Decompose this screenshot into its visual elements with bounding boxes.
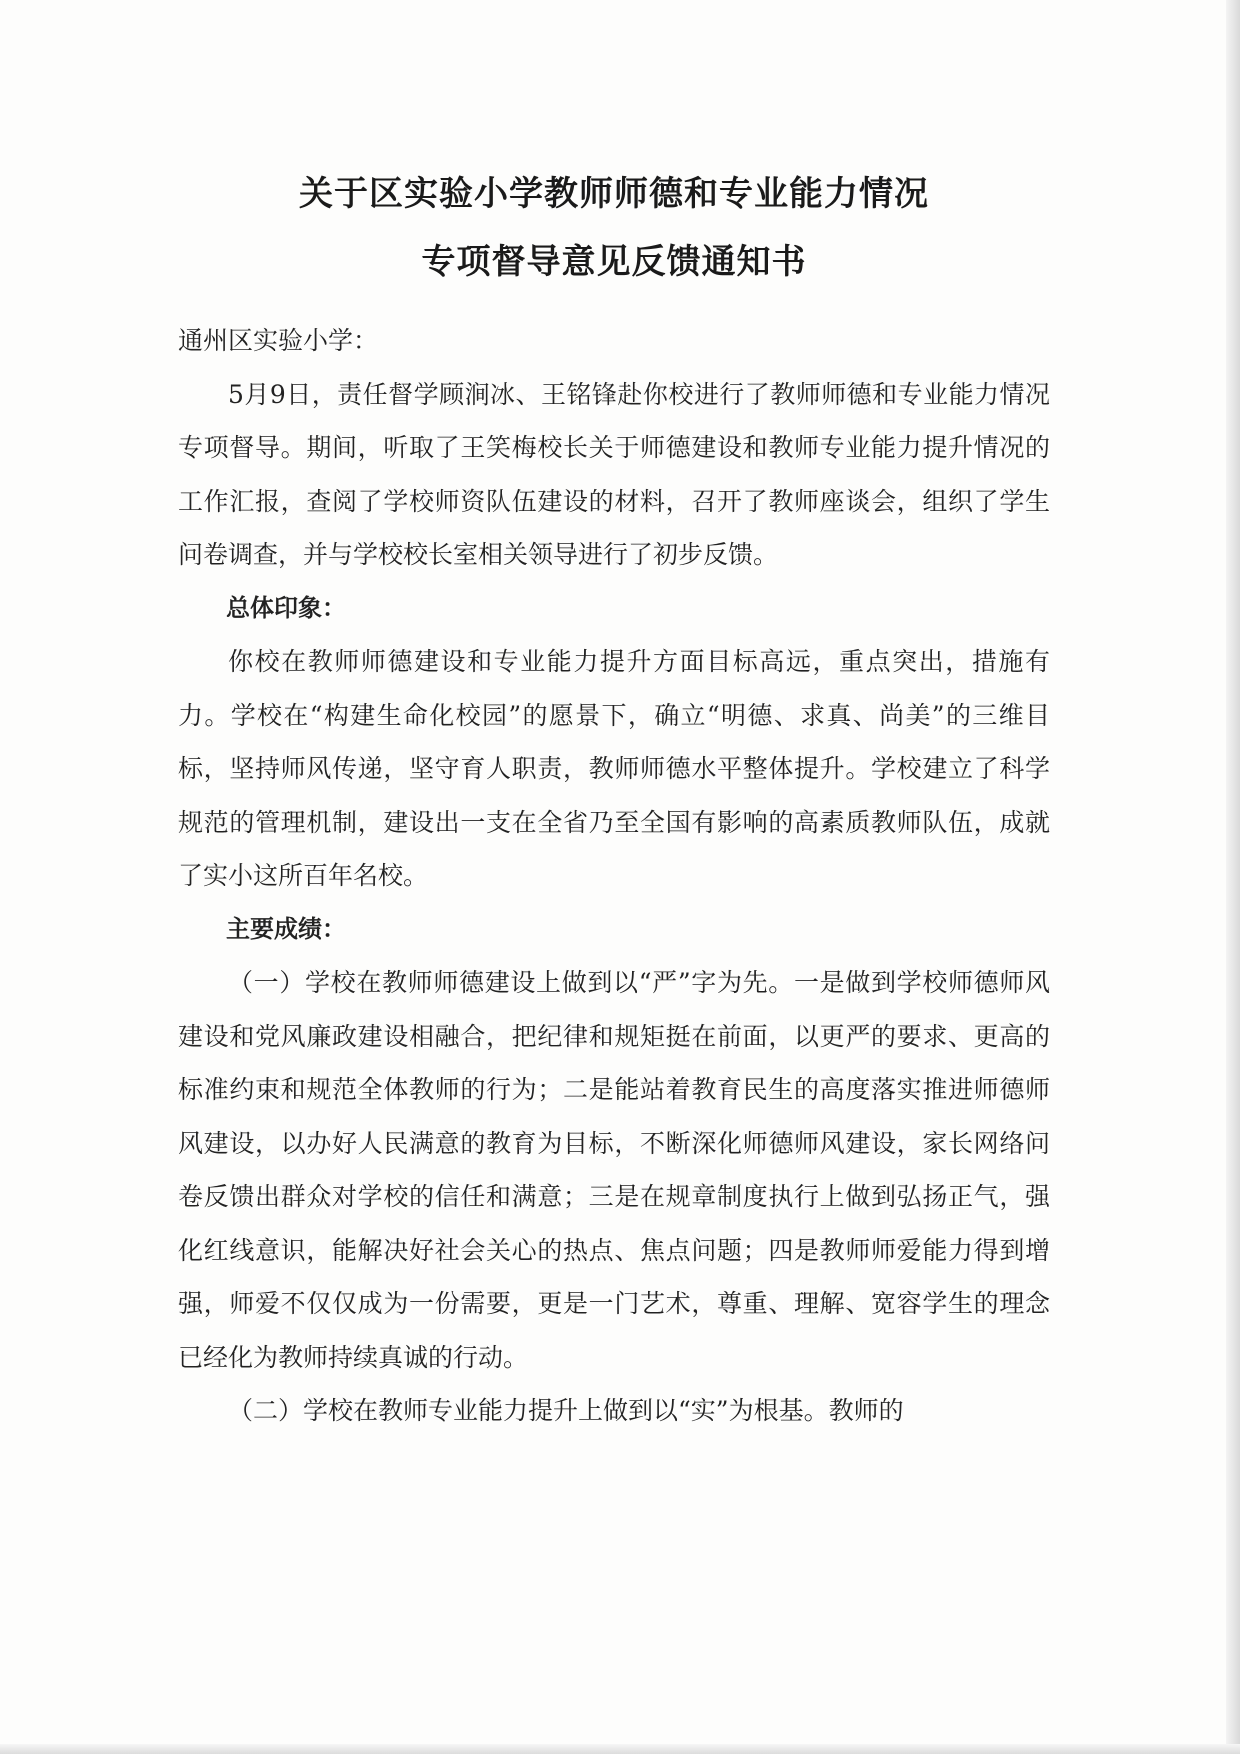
title-line-1: 关于区实验小学教师师德和专业能力情况 bbox=[299, 174, 929, 214]
title-line-2: 专项督导意见反馈通知书 bbox=[421, 242, 807, 282]
impression-paragraph: 你校在教师师德建设和专业能力提升方面目标高远，重点突出，措施有力。学校在“构建生命化校园”的愿景下，确立“明德、求真、尚美”的三维目标，坚持师风传递，坚守育人职责，教师师德水平整体提升。学校建立了科学规范的管理机制，建设出一支在全省乃至全国有影响的高素质教师队伍，成就了实小这所百年名校。 bbox=[178, 647, 1050, 890]
scan-bottom-shadow bbox=[0, 1744, 1240, 1754]
heading-main-achievements: 主要成绩： bbox=[226, 914, 346, 943]
salutation: 通州区实验小学： bbox=[178, 326, 379, 355]
achievement-paragraph-2: （二）学校在教师专业能力提升上做到以“实”为根基。教师的 bbox=[228, 1396, 904, 1425]
achievement-paragraph-1: （一）学校在教师师德建设上做到以“严”字为先。一是做到学校师德师风建设和党风廉政建设相融合，把纪律和规矩挺在前面，以更严的要求、更高的标准约束和规范全体教师的行为；二是能站着教育民生的高度落实推进师德师风建设，以办好人民满意的教育为目标，不断深化师德师风建设，家长网络问卷反馈出群众对学校的信任和满意；三是在规章制度执行上做到弘扬正气，强化红线意识，能解决好社会关心的热点、焦点问题；四是教师师爱能力得到增强，师爱不仅仅成为一份需要，更是一门艺术，尊重、理解、宽容学生的理念已经化为教师持续真诚的行动。 bbox=[178, 968, 1050, 1372]
document-title bbox=[178, 160, 1050, 296]
intro-paragraph: 5月9日，责任督学顾涧冰、王铭锋赴你校进行了教师师德和专业能力情况专项督导。期间，听取了王笑梅校长关于师德建设和教师专业能力提升情况的工作汇报，查阅了学校师资队伍建设的材料，召开了教师座谈会，组织了学生问卷调查，并与学校校长室相关领导进行了初步反馈。 bbox=[178, 379, 1050, 569]
document-body bbox=[178, 160, 1050, 1438]
heading-overall-impression: 总体印象： bbox=[226, 593, 346, 622]
scan-edge-shadow bbox=[1226, 0, 1240, 1754]
